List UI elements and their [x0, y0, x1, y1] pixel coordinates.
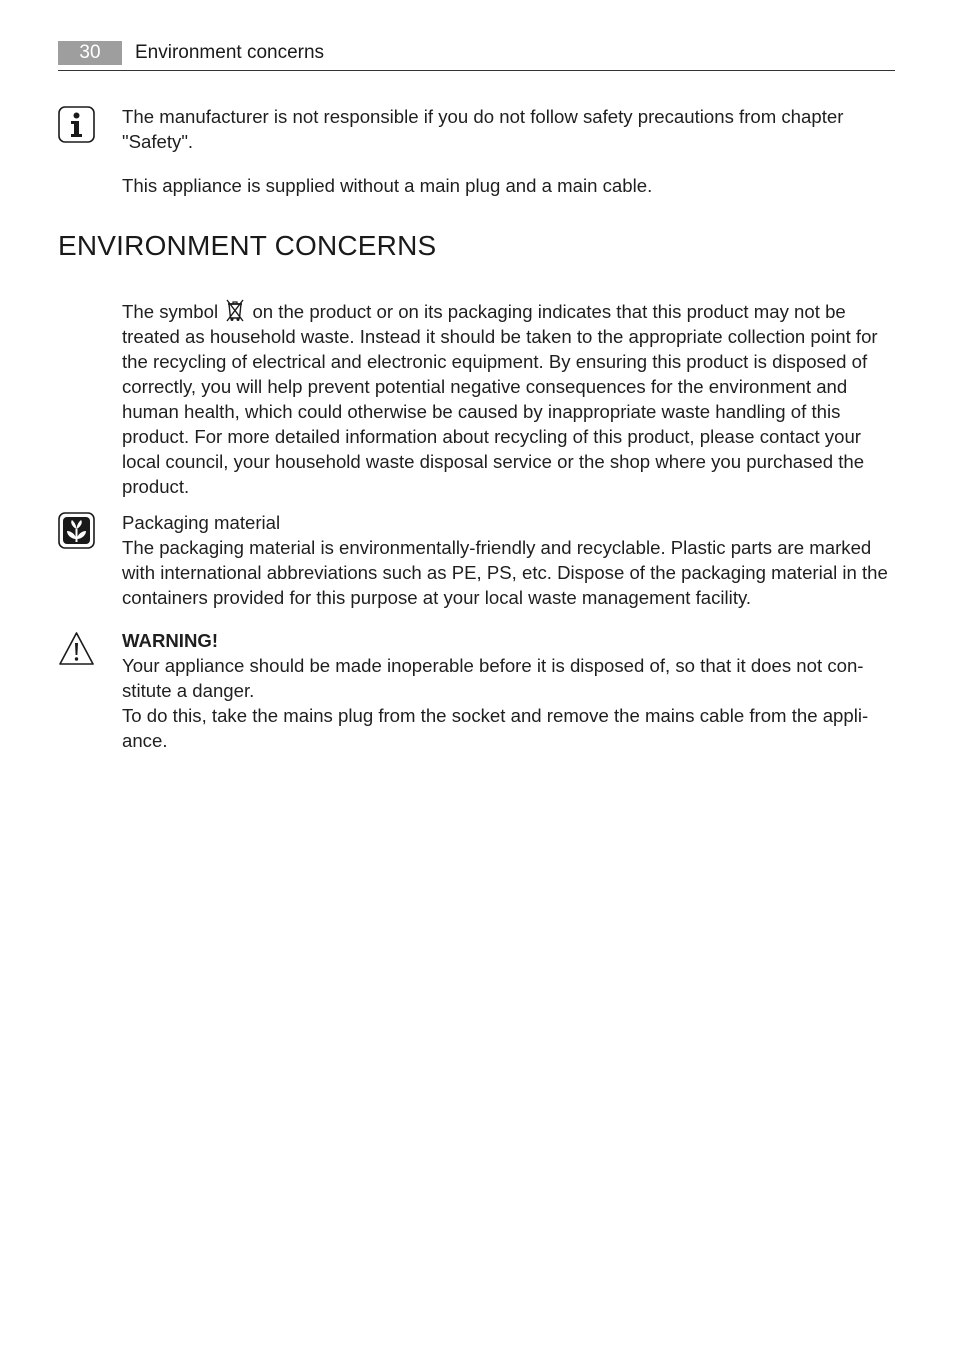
warning-title: WARNING!: [122, 630, 219, 651]
page-number: 30: [58, 41, 122, 65]
warning-line-1b: stitute a danger.: [122, 680, 255, 701]
packaging-body: The packaging material is environmentally-friendly and recyclable. Plastic parts are marked with international abbreviations such as PE, PS, etc. Dispose of the packaging material in the containers provided for this purpose at your local waste management facility.: [122, 537, 888, 608]
warning-triangle-icon: [58, 630, 95, 667]
warning-line-2b: ance.: [122, 730, 168, 751]
warning-note: [122, 628, 896, 753]
weee-text-after: on the product or on its packaging indicates that this product may not be treated as household waste. Instead it should be taken to the appropriate collection point for the recycling of electrical and electronic equipment. By ensuring this product is disposed of correctly, you will help prevent potential negative consequences for the environment and human health, which could otherwise be caused by inappropriate waste handling of this product. For more detailed information about recycling of this product, please contact your local council, your household waste disposal service or the shop where you purchased the product.: [122, 301, 878, 497]
environment-flower-icon: [58, 512, 95, 549]
info-paragraph-2: This appliance is supplied without a main plug and a main cable.: [122, 175, 653, 196]
info-icon: [58, 106, 95, 143]
weee-paragraph: [122, 298, 896, 499]
packaging-note: [122, 510, 896, 610]
running-header-title: Environment concerns: [135, 42, 325, 63]
section-heading: ENVIRONMENT CONCERNS: [58, 230, 437, 261]
weee-text-before: The symbol: [122, 301, 219, 322]
warning-line-2a: To do this, take the mains plug from the socket and remove the mains cable from the appli-: [122, 705, 869, 726]
packaging-title: Packaging material: [122, 512, 281, 533]
info-note: [122, 104, 896, 198]
header-divider: [58, 70, 895, 71]
warning-line-1a: Your appliance should be made inoperable before it is disposed of, so that it does not con-: [122, 655, 864, 676]
info-paragraph-1: The manufacturer is not responsible if you do not follow safety precautions from chapter "Safety".: [122, 106, 844, 152]
crossed-out-wheelie-bin-icon: [225, 298, 245, 322]
